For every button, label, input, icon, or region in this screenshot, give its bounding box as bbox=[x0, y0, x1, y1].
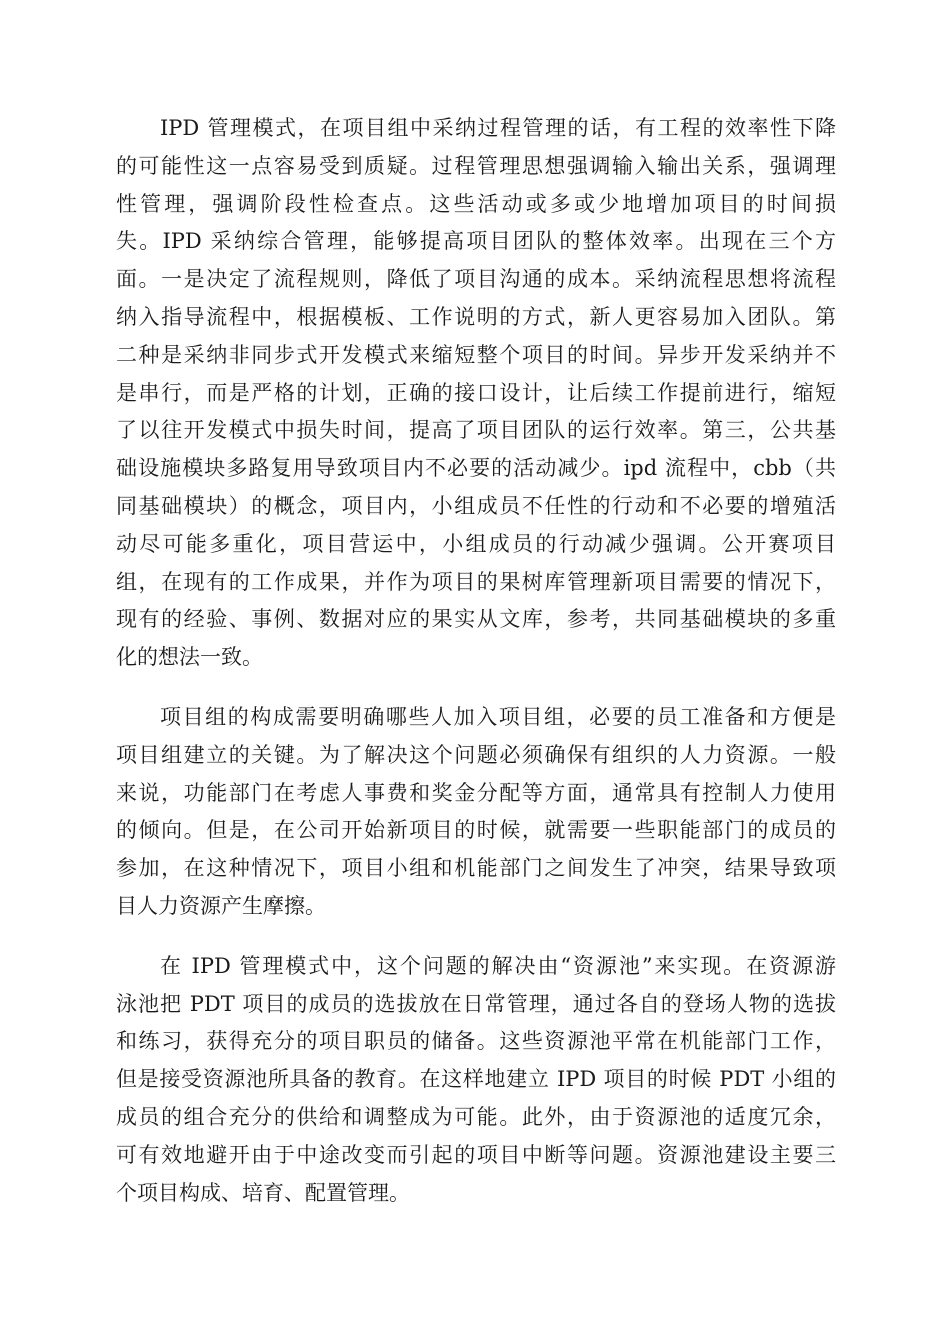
text-line: 了以往开发模式中损失时间，提高了项目团队的运行效率。第三，公共基 bbox=[116, 418, 836, 443]
text-line: 在 IPD 管理模式中，这个问题的解决由“资源池”来实现。在资源游 bbox=[160, 953, 836, 978]
text-line: 项目组的构成需要明确哪些人加入项目组，必要的员工准备和方便是 bbox=[160, 704, 836, 729]
text-line: 纳入指导流程中，根据模板、工作说明的方式，新人更容易加入团队。第 bbox=[116, 304, 836, 329]
text-line: 来说，功能部门在考虑人事费和奖金分配等方面，通常具有控制人力使用 bbox=[116, 780, 836, 805]
text-line: 的可能性这一点容易受到质疑。过程管理思想强调输入输出关系，强调理 bbox=[116, 153, 836, 178]
paragraph-resource-pool bbox=[116, 948, 836, 1213]
text-line: 目人力资源产生摩擦。 bbox=[116, 893, 326, 918]
text-line: 现有的经验、事例、数据对应的果实从文库，参考，共同基础模块的多重 bbox=[116, 607, 836, 632]
text-line: IPD 管理模式，在项目组中采纳过程管理的话，有工程的效率性下降 bbox=[160, 116, 836, 140]
text-line: 是串行，而是严格的计划，正确的接口设计，让后续工作提前进行，缩短 bbox=[116, 380, 836, 405]
text-line: 泳池把 PDT 项目的成员的选拔放在日常管理，通过各自的登场人物的选拔 bbox=[116, 991, 836, 1016]
text-line: 组，在现有的工作成果，并作为项目的果树库管理新项目需要的情况下， bbox=[116, 569, 836, 594]
paragraph-project-team-composition bbox=[116, 699, 836, 926]
text-line: 同基础模块）的概念，项目内，小组成员不任性的行动和不必要的增殖活 bbox=[116, 493, 836, 518]
text-line: 的倾向。但是，在公司开始新项目的时候，就需要一些职能部门的成员的 bbox=[116, 818, 836, 843]
text-line: 可有效地避开由于中途改变而引起的项目中断等问题。资源池建设主要三 bbox=[116, 1142, 836, 1167]
text-line: 动尽可能多重化，项目营运中，小组成员的行动减少强调。公开赛项目 bbox=[116, 531, 836, 556]
text-line: 础设施模块多路复用导致项目内不必要的活动减少。ipd 流程中，cbb（共 bbox=[116, 456, 836, 481]
text-line: 和练习，获得充分的项目职员的储备。这些资源池平常在机能部门工作， bbox=[116, 1029, 836, 1054]
text-line: 但是接受资源池所具备的教育。在这样地建立 IPD 项目的时候 PDT 小组的 bbox=[116, 1067, 836, 1092]
text-line: 项目组建立的关键。为了解决这个问题必须确保有组织的人力资源。一般 bbox=[116, 742, 836, 767]
text-line: 二种是采纳非同步式开发模式来缩短整个项目的时间。异步开发采纳并不 bbox=[116, 342, 836, 367]
document-body bbox=[116, 110, 836, 1234]
text-line: 参加，在这种情况下，项目小组和机能部门之间发生了冲突，结果导致项 bbox=[116, 856, 836, 881]
text-line: 个项目构成、培育、配置管理。 bbox=[116, 1180, 410, 1205]
paragraph-ipd-process-management bbox=[116, 110, 836, 677]
text-line: 失。IPD 采纳综合管理，能够提高项目团队的整体效率。出现在三个方 bbox=[116, 229, 836, 254]
text-line: 成员的组合充分的供给和调整成为可能。此外，由于资源池的适度冗余， bbox=[116, 1104, 836, 1129]
text-line: 面。一是决定了流程规则，降低了项目沟通的成本。采纳流程思想将流程 bbox=[116, 267, 836, 292]
text-line: 性管理，强调阶段性检查点。这些活动或多或少地增加项目的时间损 bbox=[116, 191, 836, 216]
text-line: 化的想法一致。 bbox=[116, 645, 263, 670]
